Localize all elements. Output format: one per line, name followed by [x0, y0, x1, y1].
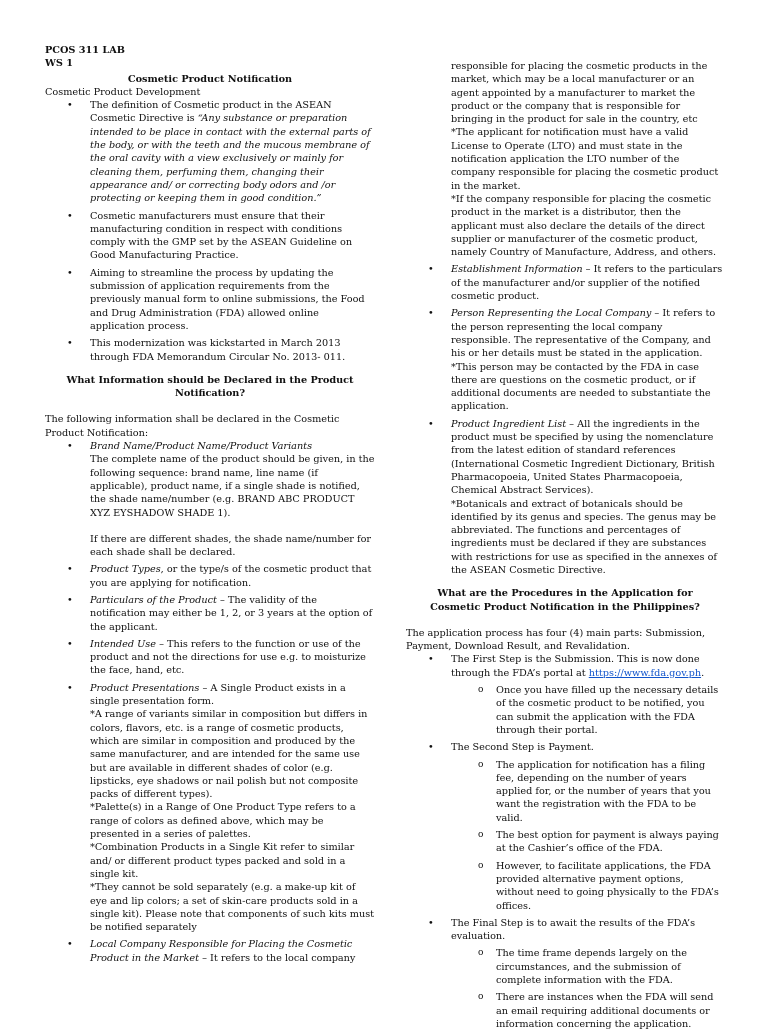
document-title: Cosmetic Product Notification: [127, 73, 293, 85]
list-item: • Intended Use – This refers to the function or use of the product and not the directions for use e.g. to moisturize the face, hand, etc.: [45, 638, 375, 678]
list-item: • The First Step is the Submission. This is now done through the FDA’s portal at https://www.fda.gov.ph.: [406, 653, 724, 680]
sub-list-item: o The application for notification has a filing fee, depending on the number of years applied for, or the number of years that you want the registration with the FDA to be valid.: [406, 759, 724, 825]
worksheet-number: WS 1: [45, 58, 73, 70]
right-column: [406, 60, 724, 1035]
list-item: • Brand Name/Product Name/Product Variants The complete name of the product should be given, in the following sequence: brand name, line name (if applicable), product name, if a single shade is notified, the shade name/number (e.g. BRAND ABC PRODUCT XYZ EYSHADOW SHADE 1). If there are different shades, the shade name/number for each shade shall be declared.: [45, 440, 375, 559]
fda-portal-link[interactable]: https://www.fda.gov.ph: [588, 667, 702, 679]
sub-list-item: o The time frame depends largely on the circumstances, and the submission of complete information with the FDA.: [406, 947, 724, 987]
left-column: [45, 44, 375, 969]
procedure-list: [406, 653, 724, 1031]
list-item: • Person Representing the Local Company – It refers to the person representing the local company responsible. The representative of the Company, and his or her details must be stated in the application. *This person may be contacted by the FDA in case there are questions on the cosmetic product, or if additional documents are needed to substantiate the application.: [406, 307, 724, 413]
sub-list-item: o The best option for payment is always paying at the Cashier’s office of the FDA.: [406, 829, 724, 856]
list-item: • Product Ingredient List – All the ingredients in the product must be specified by using the nomenclature from the latest edition of standard references (International Cosmetic Ingredient Dictionary, British Pharmacopoeia, United States Pharmacopoeia, Chemical Abstract Services). *Botanicals and extract of botanicals should be identified by its genus and species. The genus may be abbreviated. The functions and percentages of ingredients must be declared if they are substances with restrictions for use as specified in the annexes of the ASEAN Cosmetic Directive.: [406, 418, 724, 578]
list-item: • Cosmetic manufacturers must ensure that their manufacturing condition in respect with conditions comply with the GMP set by the ASEAN Guideline on Good Manufacturing Practice.: [45, 210, 375, 263]
list-item: • This modernization was kickstarted in March 2013 through FDA Memorandum Circular No. 2013- 011.: [45, 337, 375, 364]
course-code: PCOS 311 LAB: [45, 45, 125, 56]
list-item: • Particulars of the Product – The validity of the notification may either be 1, 2, or 3 years at the option of the applicant.: [45, 594, 375, 634]
section-lead: The following information shall be declared in the Cosmetic Product Notification:: [45, 414, 340, 439]
list-item: • The definition of Cosmetic product in the ASEAN Cosmetic Directive is “Any substance or preparation intended to be place in contact with the external parts of the body, or with the teeth and the mucous membrane of the oral cavity with a view exclusively or mainly for cleaning them, perfuming them, changing their appearance and/ or correcting body odors and /or protecting or keeping them in good condition.”: [45, 99, 375, 205]
sub-list-item: o However, to facilitate applications, the FDA provided alternative payment options, without need to going physically to the FDA’s offices.: [406, 860, 724, 913]
list-item: • Aiming to streamline the process by updating the submission of application requirements from the previously manual form to online submissions, the Food and Drug Administration (FDA) allowed online application process.: [45, 267, 375, 333]
section-heading: What Information should be Declared in the Product Notification?: [66, 374, 354, 400]
list-item: • The Final Step is to await the results of the FDA’s evaluation.: [406, 917, 724, 944]
sub-list-item: o There are instances when the FDA will send an email requiring additional documents or information concerning the application.: [406, 991, 724, 1031]
list-item: • The Second Step is Payment.: [406, 741, 724, 754]
section-heading: What are the Procedures in the Application for Cosmetic Product Notification in the Philippines?: [430, 588, 700, 613]
list-item: • Product Types, or the type/s of the cosmetic product that you are applying for notification.: [45, 563, 375, 590]
intro-list: [45, 99, 375, 364]
declaration-list-continued: [406, 263, 724, 577]
declaration-list: [45, 440, 375, 965]
list-item: • Product Presentations – A Single Product exists in a single presentation form. *A range of variants similar in composition but differs in colors, flavors, etc. is a range of cosmetic products, which are similar in composition and produced by the same manufacturer, and are intended for the same use but are available in different shades of color (e.g. lipsticks, eye shadows or nail polish but not composite packs of different types). *Palette(s) in a Range of One Product Type refers to a range of colors as defined above, which may be presented in a series of palettes. *Combination Products in a Single Kit refer to similar and/ or different product types packed and sold in a single kit. *They cannot be sold separately (e.g. a make-up kit of eye and lip colors; a set of skin-care products sold in a single kit). Please note that components of such kits must be notified separately: [45, 682, 375, 935]
continued-item: responsible for placing the cosmetic products in the market, which may be a local manufacturer or an agent appointed by a manufacturer to market the product or the company that is responsible for bringing in the product for sale in the country, etc *The applicant for notification must have a valid License to Operate (LTO) and must state in the notification application the LTO number of the company responsible for placing the cosmetic product in the market. *If the company responsible for placing the cosmetic product in the market is a distributor, then the applicant must also declare the details of the direct supplier or manufacturer of the cosmetic product, namely Country of Manufacture, Address, and others.: [451, 61, 719, 259]
section-lead: The application process has four (4) main parts: Submission, Payment, Download Result, and Revalidation.: [406, 627, 706, 653]
list-item: • Establishment Information – It refers to the particulars of the manufacturer and/or supplier of the notified cosmetic product.: [406, 263, 724, 303]
sub-list-item: o Once you have filled up the necessary details of the cosmetic product to be notified, you can submit the application with the FDA through their portal.: [406, 684, 724, 737]
list-item: • Local Company Responsible for Placing the Cosmetic Product in the Market – It refers to the local company: [45, 938, 375, 965]
document-subtitle: Cosmetic Product Development: [45, 86, 201, 98]
